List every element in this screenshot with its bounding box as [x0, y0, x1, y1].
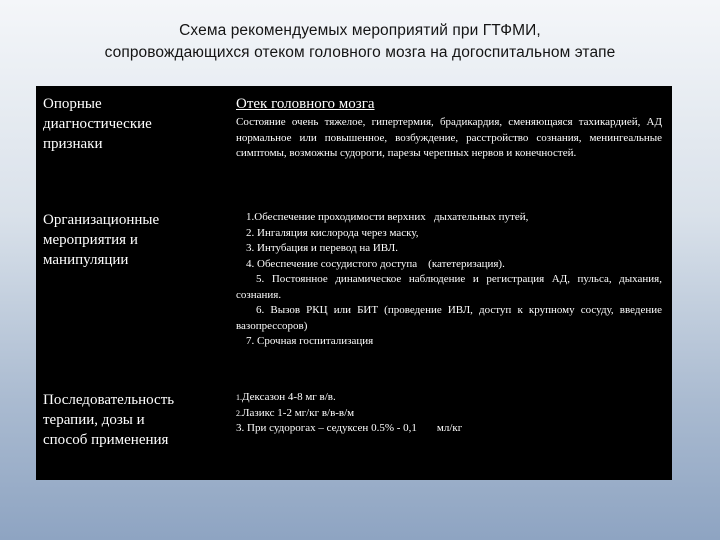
row-label-line: терапии, дозы и — [43, 412, 145, 428]
row-label-line: признаки — [43, 136, 103, 152]
row-label-line: мероприятия и — [43, 232, 138, 248]
diagnostic-text: Состояние очень тяжелое, гипертермия, брадикардия, сменяющаяся тахикардией, АД нормальное или повышенное, возбуждение, расстройство сознания, менингеальные симптомы, возможны судороги, парезы черепных нервов и конечностей. — [236, 116, 662, 159]
row-label-line: способ применения — [43, 432, 169, 448]
list-item: 3. Интубация и перевод на ИВЛ. — [246, 242, 398, 254]
edema-heading: Отек головного мозга — [236, 96, 375, 112]
item-text: Дексазон 4-8 мг в/в. — [242, 391, 336, 403]
list-item: 5. Постоянное динамическое наблюдение и регистрация АД, пульса, дыхания, сознания. — [236, 273, 662, 301]
list-item — [236, 390, 662, 406]
measures-table — [36, 86, 672, 480]
list-item — [236, 406, 662, 422]
item-number: 1. — [236, 393, 242, 402]
row-label-therapy — [43, 390, 228, 450]
row-label-line: Опорные — [43, 96, 102, 112]
row-label-line: Последовательность — [43, 392, 175, 408]
list-item: 1.Обеспечение проходимости верхних дыхательных путей, — [246, 211, 529, 223]
list-item: 6. Вызов РКЦ или БИТ (проведение ИВЛ, доступ к крупному сосуду, введение вазопрессоров) — [236, 304, 662, 332]
row-label-line: Организационные — [43, 212, 160, 228]
row-label-line: манипуляции — [43, 252, 129, 268]
list-item: 4. Обеспечение сосудистого доступа (катетеризация). — [246, 257, 505, 270]
row-label-line: диагностические — [43, 116, 152, 132]
title-line-2: сопровождающихся отеком головного мозга на догоспитальном этапе — [104, 44, 616, 61]
row-content-therapy — [236, 390, 662, 437]
item-unit: мл/кг — [436, 422, 463, 434]
item-text: При судорогах – седуксен 0.5% - 0,1 — [244, 422, 417, 434]
item-number: 2. — [236, 408, 242, 418]
row-label-organizational — [43, 210, 228, 270]
list-item — [236, 421, 662, 437]
item-number: 3. — [236, 422, 245, 434]
row-content-organizational — [236, 210, 662, 350]
item-text: Лазикс 1-2 мг/кг в/в-в/м — [242, 406, 355, 419]
row-content-diagnostic — [236, 94, 662, 162]
slide-title — [20, 20, 700, 64]
list-item: 7. Срочная госпитализация — [246, 335, 374, 347]
title-line-1: Схема рекомендуемых мероприятий при ГТФМИ, — [179, 22, 541, 39]
list-item: 2. Ингаляция кислорода через маску, — [246, 226, 419, 239]
row-label-diagnostic — [43, 94, 228, 154]
